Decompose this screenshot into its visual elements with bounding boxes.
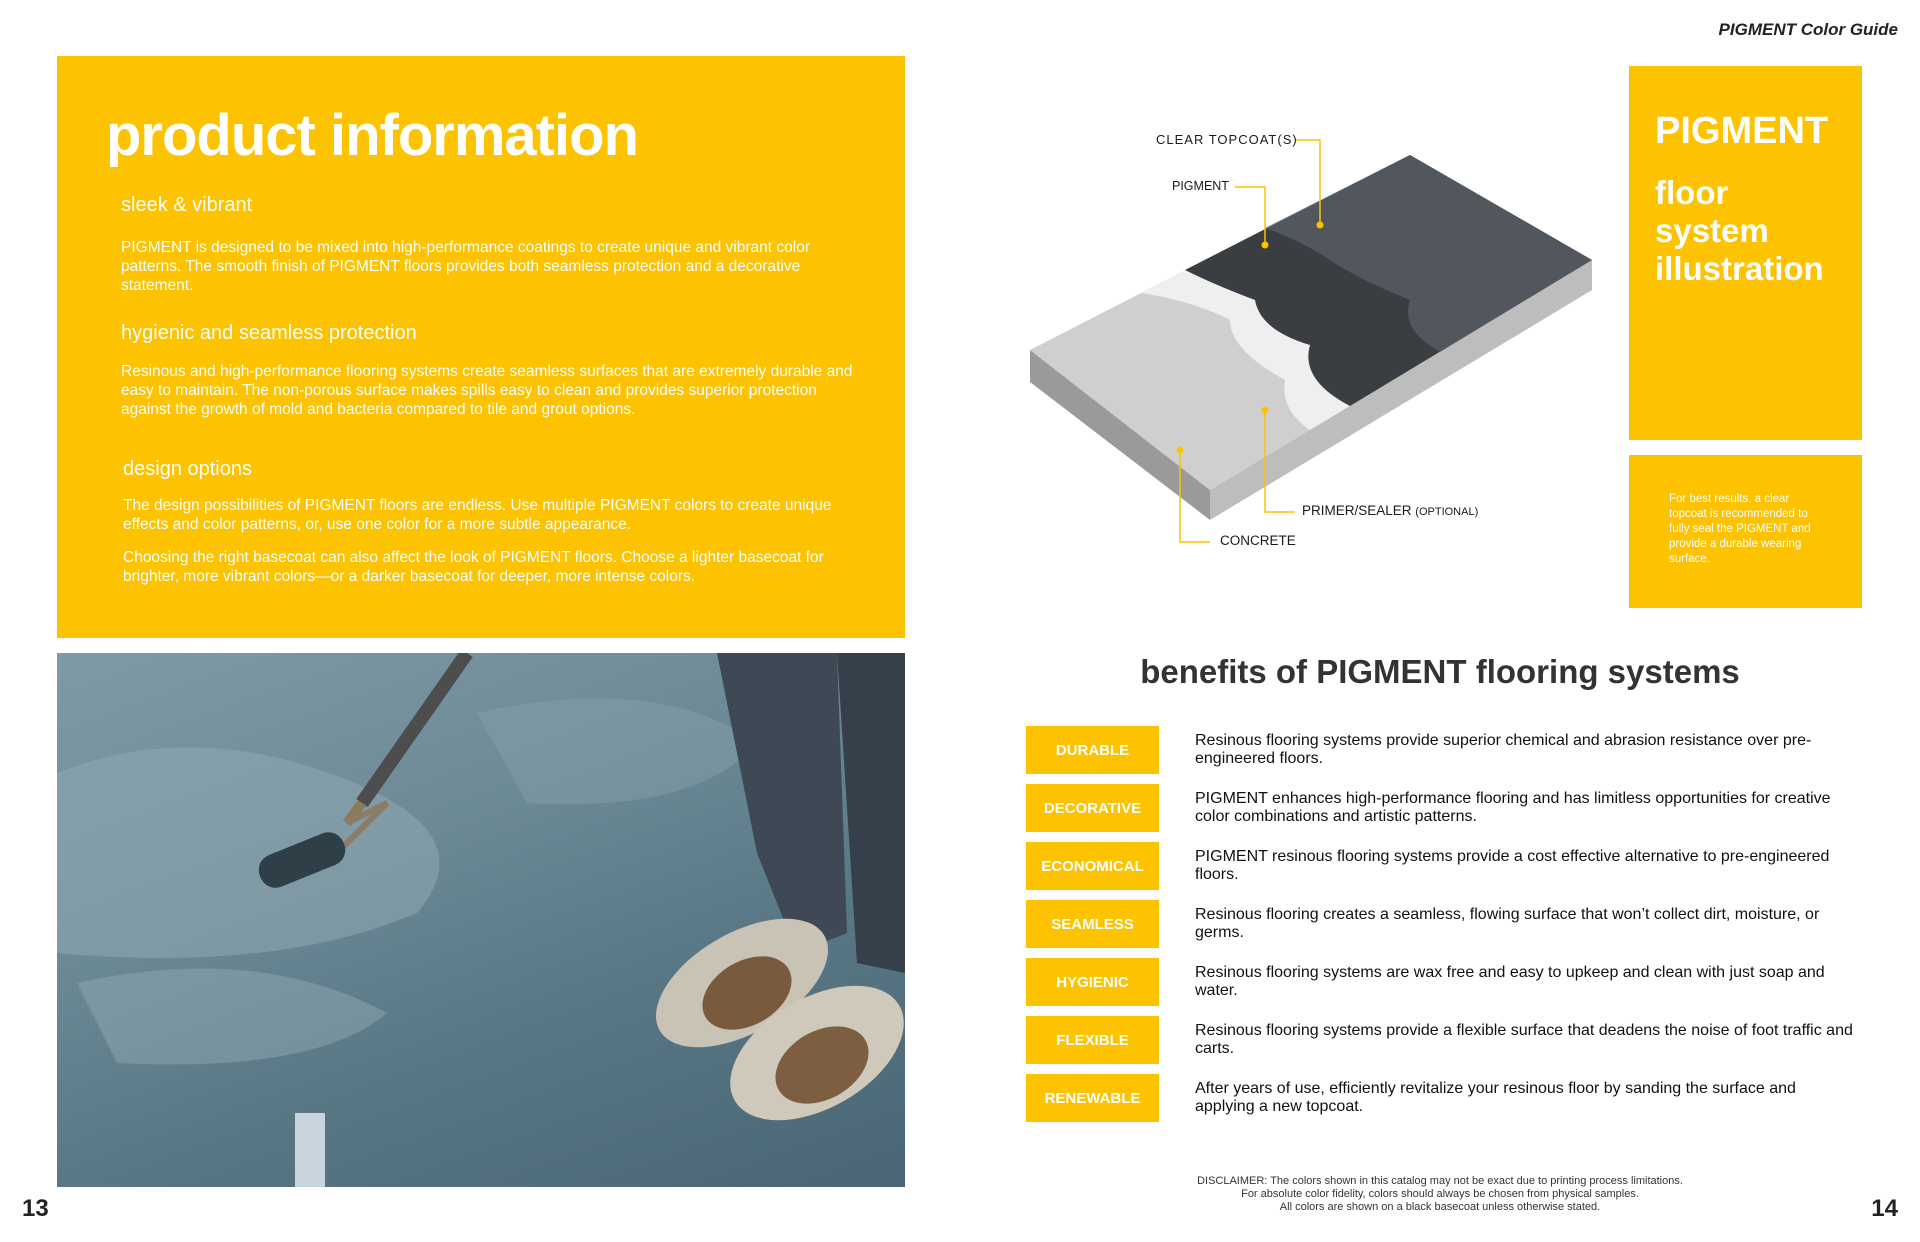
benefit-tag-economical: ECONOMICAL (1026, 842, 1159, 890)
section-text-hygienic: Resinous and high-performance flooring systems create seamless surfaces that are extremely durable and easy to maintain. The non-porous surface makes spills easy to clean and provides superior protection against the growth of mold and bacteria compared to tile and grout options. (121, 363, 853, 418)
guide-title: PIGMENT Color Guide (1718, 20, 1898, 39)
section-heading-sleek: sleek & vibrant (121, 194, 253, 216)
floor-system-diagram (1010, 110, 1610, 570)
section-text-sleek: PIGMENT is designed to be mixed into high-performance coatings to create unique and vibrant color patterns. The smooth finish of PIGMENT floors provides both seamless protection and a decorative statement. (121, 239, 810, 294)
disclaimer-line-2: For absolute color fidelity, colors should always be chosen from physical samples. (1241, 1188, 1639, 1200)
section-heading-hygienic: hygienic and seamless protection (121, 322, 417, 344)
floor-system-panel (1629, 66, 1862, 440)
label-primer-text: PRIMER/SEALER (1302, 503, 1412, 518)
page-number-right: 14 (1871, 1195, 1898, 1222)
section-heading-design: design options (123, 458, 252, 480)
benefit-tag-decorative: DECORATIVE (1026, 784, 1159, 832)
subtitle-line-3: illustration (1655, 250, 1824, 287)
benefit-tag-durable: DURABLE (1026, 726, 1159, 774)
disclaimer-line-1: DISCLAIMER: The colors shown in this catalog may not be exact due to printing process limitations. (1197, 1175, 1683, 1187)
benefit-text-flexible: Resinous flooring systems provide a flexible surface that deadens the noise of foot traffic and carts. (1195, 1022, 1853, 1057)
topcoat-recommendation-text: For best results, a clear topcoat is recommended to fully seal the PIGMENT and provide a durable wearing surface. (1669, 493, 1811, 565)
benefit-tag-renewable: RENEWABLE (1026, 1074, 1159, 1122)
label-primer (1302, 503, 1478, 518)
section-text-design-1: The design possibilities of PIGMENT floors are endless. Use multiple PIGMENT colors to create unique effects and color patterns, or, use one color for a more subtle appearance. (123, 497, 832, 533)
product-information-panel (57, 56, 905, 638)
section-text-design-2: Choosing the right basecoat can also affect the look of PIGMENT floors. Choose a lighter basecoat for brighter, more vibrant colors—or a darker basecoat for deeper, more intense colors. (123, 549, 824, 585)
benefit-text-economical: PIGMENT resinous flooring systems provide a cost effective alternative to pre-engineered floors. (1195, 848, 1830, 883)
benefit-tag-hygienic: HYGIENIC (1026, 958, 1159, 1006)
label-primer-optional: (OPTIONAL) (1415, 506, 1479, 518)
roller-application-photo (57, 653, 905, 1187)
floor-diagram-graphic (1010, 110, 1610, 570)
benefit-text-seamless: Resinous flooring creates a seamless, flowing surface that won’t collect dirt, moisture, or germs. (1195, 906, 1820, 941)
subtitle-line-1: floor (1655, 174, 1729, 211)
subtitle-line-2: system (1655, 212, 1769, 249)
side-panel-subtitle (1655, 174, 1824, 288)
benefit-text-renewable: After years of use, efficiently revitalize your resinous floor by sanding the surface and applying a new topcoat. (1195, 1080, 1796, 1115)
page-number-left: 13 (22, 1195, 49, 1222)
topcoat-recommendation-box (1629, 455, 1862, 608)
product-information-title: product information (106, 103, 638, 168)
disclaimer-line-3: All colors are shown on a black basecoat unless otherwise stated. (1279, 1201, 1601, 1213)
benefit-text-durable: Resinous flooring systems provide superior chemical and abrasion resistance over pre-engineered floors. (1195, 732, 1812, 767)
benefits-title: benefits of PIGMENT flooring systems (1140, 653, 1740, 690)
benefit-text-decorative: PIGMENT enhances high-performance flooring and has limitless opportunities for creative color combinations and artistic patterns. (1195, 790, 1831, 825)
label-concrete: CONCRETE (1220, 533, 1296, 548)
disclaimer (1100, 1175, 1780, 1214)
label-topcoat: CLEAR TOPCOAT(S) (1156, 132, 1298, 147)
benefit-text-hygienic: Resinous flooring systems are wax free and easy to upkeep and clean with just soap and water. (1195, 964, 1825, 999)
side-panel-title: PIGMENT (1655, 110, 1829, 152)
benefit-tag-flexible: FLEXIBLE (1026, 1016, 1159, 1064)
benefit-tag-seamless: SEAMLESS (1026, 900, 1159, 948)
label-pigment: PIGMENT (1172, 179, 1229, 193)
roller-photo-illustration (57, 653, 905, 1187)
